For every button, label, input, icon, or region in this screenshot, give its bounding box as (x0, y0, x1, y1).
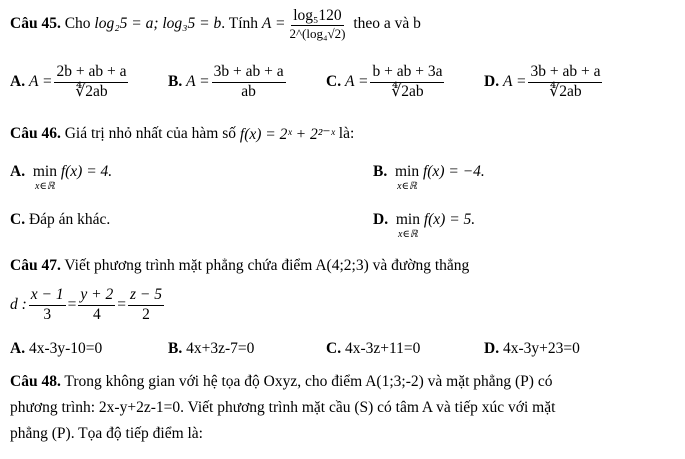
frac-num: z − 5 (128, 287, 164, 305)
q48-label: Câu 48. (10, 373, 61, 390)
min-block (396, 211, 420, 240)
option-label: D. (484, 340, 500, 357)
q46-option-b[interactable] (373, 163, 485, 192)
option-label: B. (373, 163, 388, 180)
option-text: 4x-3y-10=0 (25, 340, 103, 357)
option-label: B. (168, 73, 183, 90)
q47-d-label: d : (10, 296, 27, 313)
min-word: min (32, 163, 57, 180)
q47-option-d[interactable] (484, 340, 580, 358)
option-label: C. (326, 73, 342, 90)
q45-intro: Cho (60, 15, 95, 32)
q45-stem (10, 4, 421, 44)
q47-option-b[interactable] (168, 340, 254, 358)
q45-A-fraction (287, 8, 347, 41)
q47-label: Câu 47. (10, 257, 61, 274)
option-text: 4x-3y+23=0 (499, 340, 580, 357)
q45-option-c[interactable] (326, 58, 446, 106)
option-lhs: A = (186, 73, 210, 90)
q48-text-1: Trong không gian với hệ tọa độ Oxyz, cho điểm A(1;3;-2) và mặt phẳng (P) có (60, 373, 553, 390)
q47-stem (10, 257, 469, 275)
option-label: A. (10, 73, 26, 90)
q47-option-a[interactable] (10, 340, 102, 358)
option-num: 3b + ab + a (212, 64, 286, 82)
equals-sign: = (67, 296, 77, 313)
q46-text: Giá trị nhỏ nhất của hàm số (60, 125, 240, 142)
option-lhs: A = (502, 73, 527, 90)
frac-num: x − 1 (29, 287, 66, 305)
q45-tinh: . Tính (221, 15, 262, 32)
q45-A-eq: A = (261, 15, 286, 32)
frac-den: 2 (142, 305, 150, 323)
q48-line-3: phẳng (P). Tọa độ tiếp điểm là: (10, 425, 203, 442)
q47-option-c[interactable] (326, 340, 420, 358)
option-fraction (370, 64, 444, 100)
option-fraction (528, 64, 602, 100)
frac-num: y + 2 (78, 287, 115, 305)
q46-func: f(x) = 2ˣ + 2²⁻ˣ (239, 125, 335, 143)
frac-den: 3 (43, 305, 52, 323)
min-subscript: x∈ℝ (35, 181, 55, 192)
equals-sign: = (117, 296, 126, 313)
option-den: ∜2ab (549, 82, 582, 100)
option-label: C. (326, 340, 342, 357)
q45-A-den: 2^(log₄√2) (289, 25, 346, 41)
option-text: 4x-3z+11=0 (341, 340, 421, 357)
q47-frac-y (78, 287, 115, 323)
q46-stem (10, 122, 354, 146)
q48-line-1 (10, 373, 552, 391)
q47-frac-x (29, 287, 66, 323)
min-subscript: x∈ℝ (398, 229, 418, 240)
option-text: Đáp án khác. (25, 211, 111, 228)
option-text: 4x+3z-7=0 (182, 340, 255, 357)
q47-text: Viết phương trình mặt phẳng chứa điểm A(4;2;3) và đường thẳng (60, 257, 470, 274)
option-lhs: A = (28, 73, 53, 90)
q46-option-a[interactable] (10, 163, 112, 192)
min-subscript: x∈ℝ (397, 181, 417, 192)
q45-tail: theo a và b (349, 15, 421, 32)
q48-line-2: phương trình: 2x-y+2z-1=0. Viết phương trình mặt cầu (S) có tâm A và tiếp xúc với mặt (10, 399, 556, 416)
q45-option-a[interactable] (10, 58, 130, 106)
min-word: min (394, 163, 420, 180)
option-fraction (54, 64, 128, 100)
option-lhs: A = (344, 73, 369, 90)
q47-line-equation (10, 282, 166, 328)
option-den: ab (241, 82, 256, 100)
q46-label: Câu 46. (10, 125, 61, 142)
option-fraction (212, 64, 286, 100)
q45-A-num: log₅120 (291, 8, 343, 26)
min-block (33, 163, 57, 192)
option-label: D. (373, 211, 389, 228)
q46-option-c[interactable] (10, 211, 110, 229)
option-label: D. (484, 73, 500, 90)
option-den: ∜2ab (391, 82, 424, 100)
option-label: A. (10, 163, 26, 180)
option-den: ∜2ab (75, 82, 108, 100)
option-label: B. (168, 340, 183, 357)
option-expr: f(x) = −4. (419, 163, 485, 180)
min-block (395, 163, 419, 192)
q45-option-b[interactable] (168, 58, 288, 106)
q46-option-d[interactable] (373, 211, 475, 240)
option-expr: f(x) = 5. (419, 211, 476, 228)
option-num: 3b + ab + a (528, 64, 602, 82)
min-word: min (395, 211, 420, 228)
option-num: b + ab + 3a (370, 64, 444, 82)
q45-label: Câu 45. (10, 15, 61, 32)
option-label: C. (10, 211, 26, 228)
q46-tail: là: (334, 125, 355, 142)
q47-frac-z (128, 287, 164, 323)
option-expr: f(x) = 4. (56, 163, 113, 180)
option-num: 2b + ab + a (54, 64, 128, 82)
q45-given: log₂5 = a; log₃5 = b (94, 15, 222, 32)
q45-option-d[interactable] (484, 58, 604, 106)
option-label: A. (10, 340, 26, 357)
frac-den: 4 (92, 305, 101, 323)
